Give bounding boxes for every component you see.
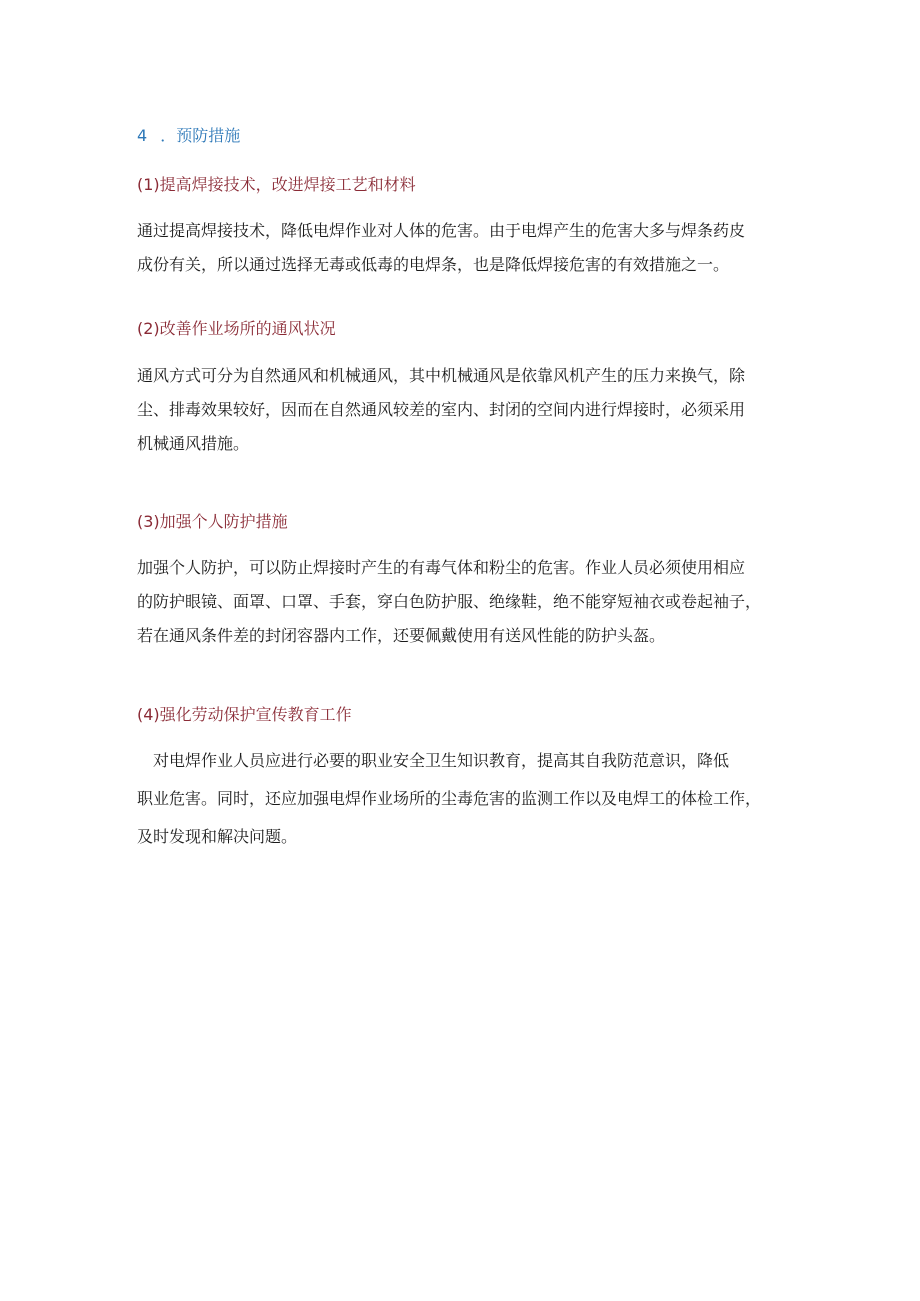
paragraph-1-line-2: 成份有关，所以通过选择无毒或低毒的电焊条，也是降低焊接危害的有效措施之一。 — [137, 255, 730, 274]
paragraph-1-line-1: 通过提高焊接技术，降低电焊作业对人体的危害。由于电焊产生的危害大多与焊条药皮 — [137, 221, 746, 240]
paragraph-4-line-2: 职业危害。同时，还应加强电焊作业场所的尘毒危害的监测工作以及电焊工的体检工作， — [137, 789, 762, 808]
paragraph-2 — [137, 359, 787, 461]
section-title: ．预防措施 — [160, 126, 241, 145]
paragraph-1 — [137, 214, 787, 282]
paragraph-2-line-3: 机械通风措施。 — [137, 434, 250, 453]
paragraph-3-line-3: 若在通风条件差的封闭容器内工作，还要佩戴使用有送风性能的防护头盔。 — [137, 626, 666, 645]
subheading-1: (1)提高焊接技术，改进焊接工艺和材料 — [137, 175, 416, 194]
paragraph-2-line-1: 通风方式可分为自然通风和机械通风，其中机械通风是依靠风机产生的压力来换气，除 — [137, 366, 746, 385]
section-number: 4 — [137, 126, 148, 145]
subheading-4: (4)强化劳动保护宣传教育工作 — [137, 705, 352, 724]
subheading-3: (3)加强个人防护措施 — [137, 512, 288, 531]
paragraph-4 — [137, 742, 787, 856]
paragraph-4-line-3: 及时发现和解决问题。 — [137, 827, 298, 846]
paragraph-3-line-1: 加强个人防护，可以防止焊接时产生的有毒气体和粉尘的危害。作业人员必须使用相应 — [137, 558, 746, 577]
paragraph-3 — [137, 551, 787, 653]
subheading-2: (2)改善作业场所的通风状况 — [137, 319, 336, 338]
paragraph-2-line-2: 尘、排毒效果较好，因而在自然通风较差的室内、封闭的空间内进行焊接时，必须采用 — [137, 400, 746, 419]
paragraph-4-line-1: 对电焊作业人员应进行必要的职业安全卫生知识教育，提高其自我防范意识，降低 — [137, 751, 730, 770]
paragraph-3-line-2: 的防护眼镜、面罩、口罩、手套，穿白色防护服、绝缘鞋，绝不能穿短袖衣或卷起袖子， — [137, 592, 762, 611]
section-heading — [137, 126, 787, 146]
